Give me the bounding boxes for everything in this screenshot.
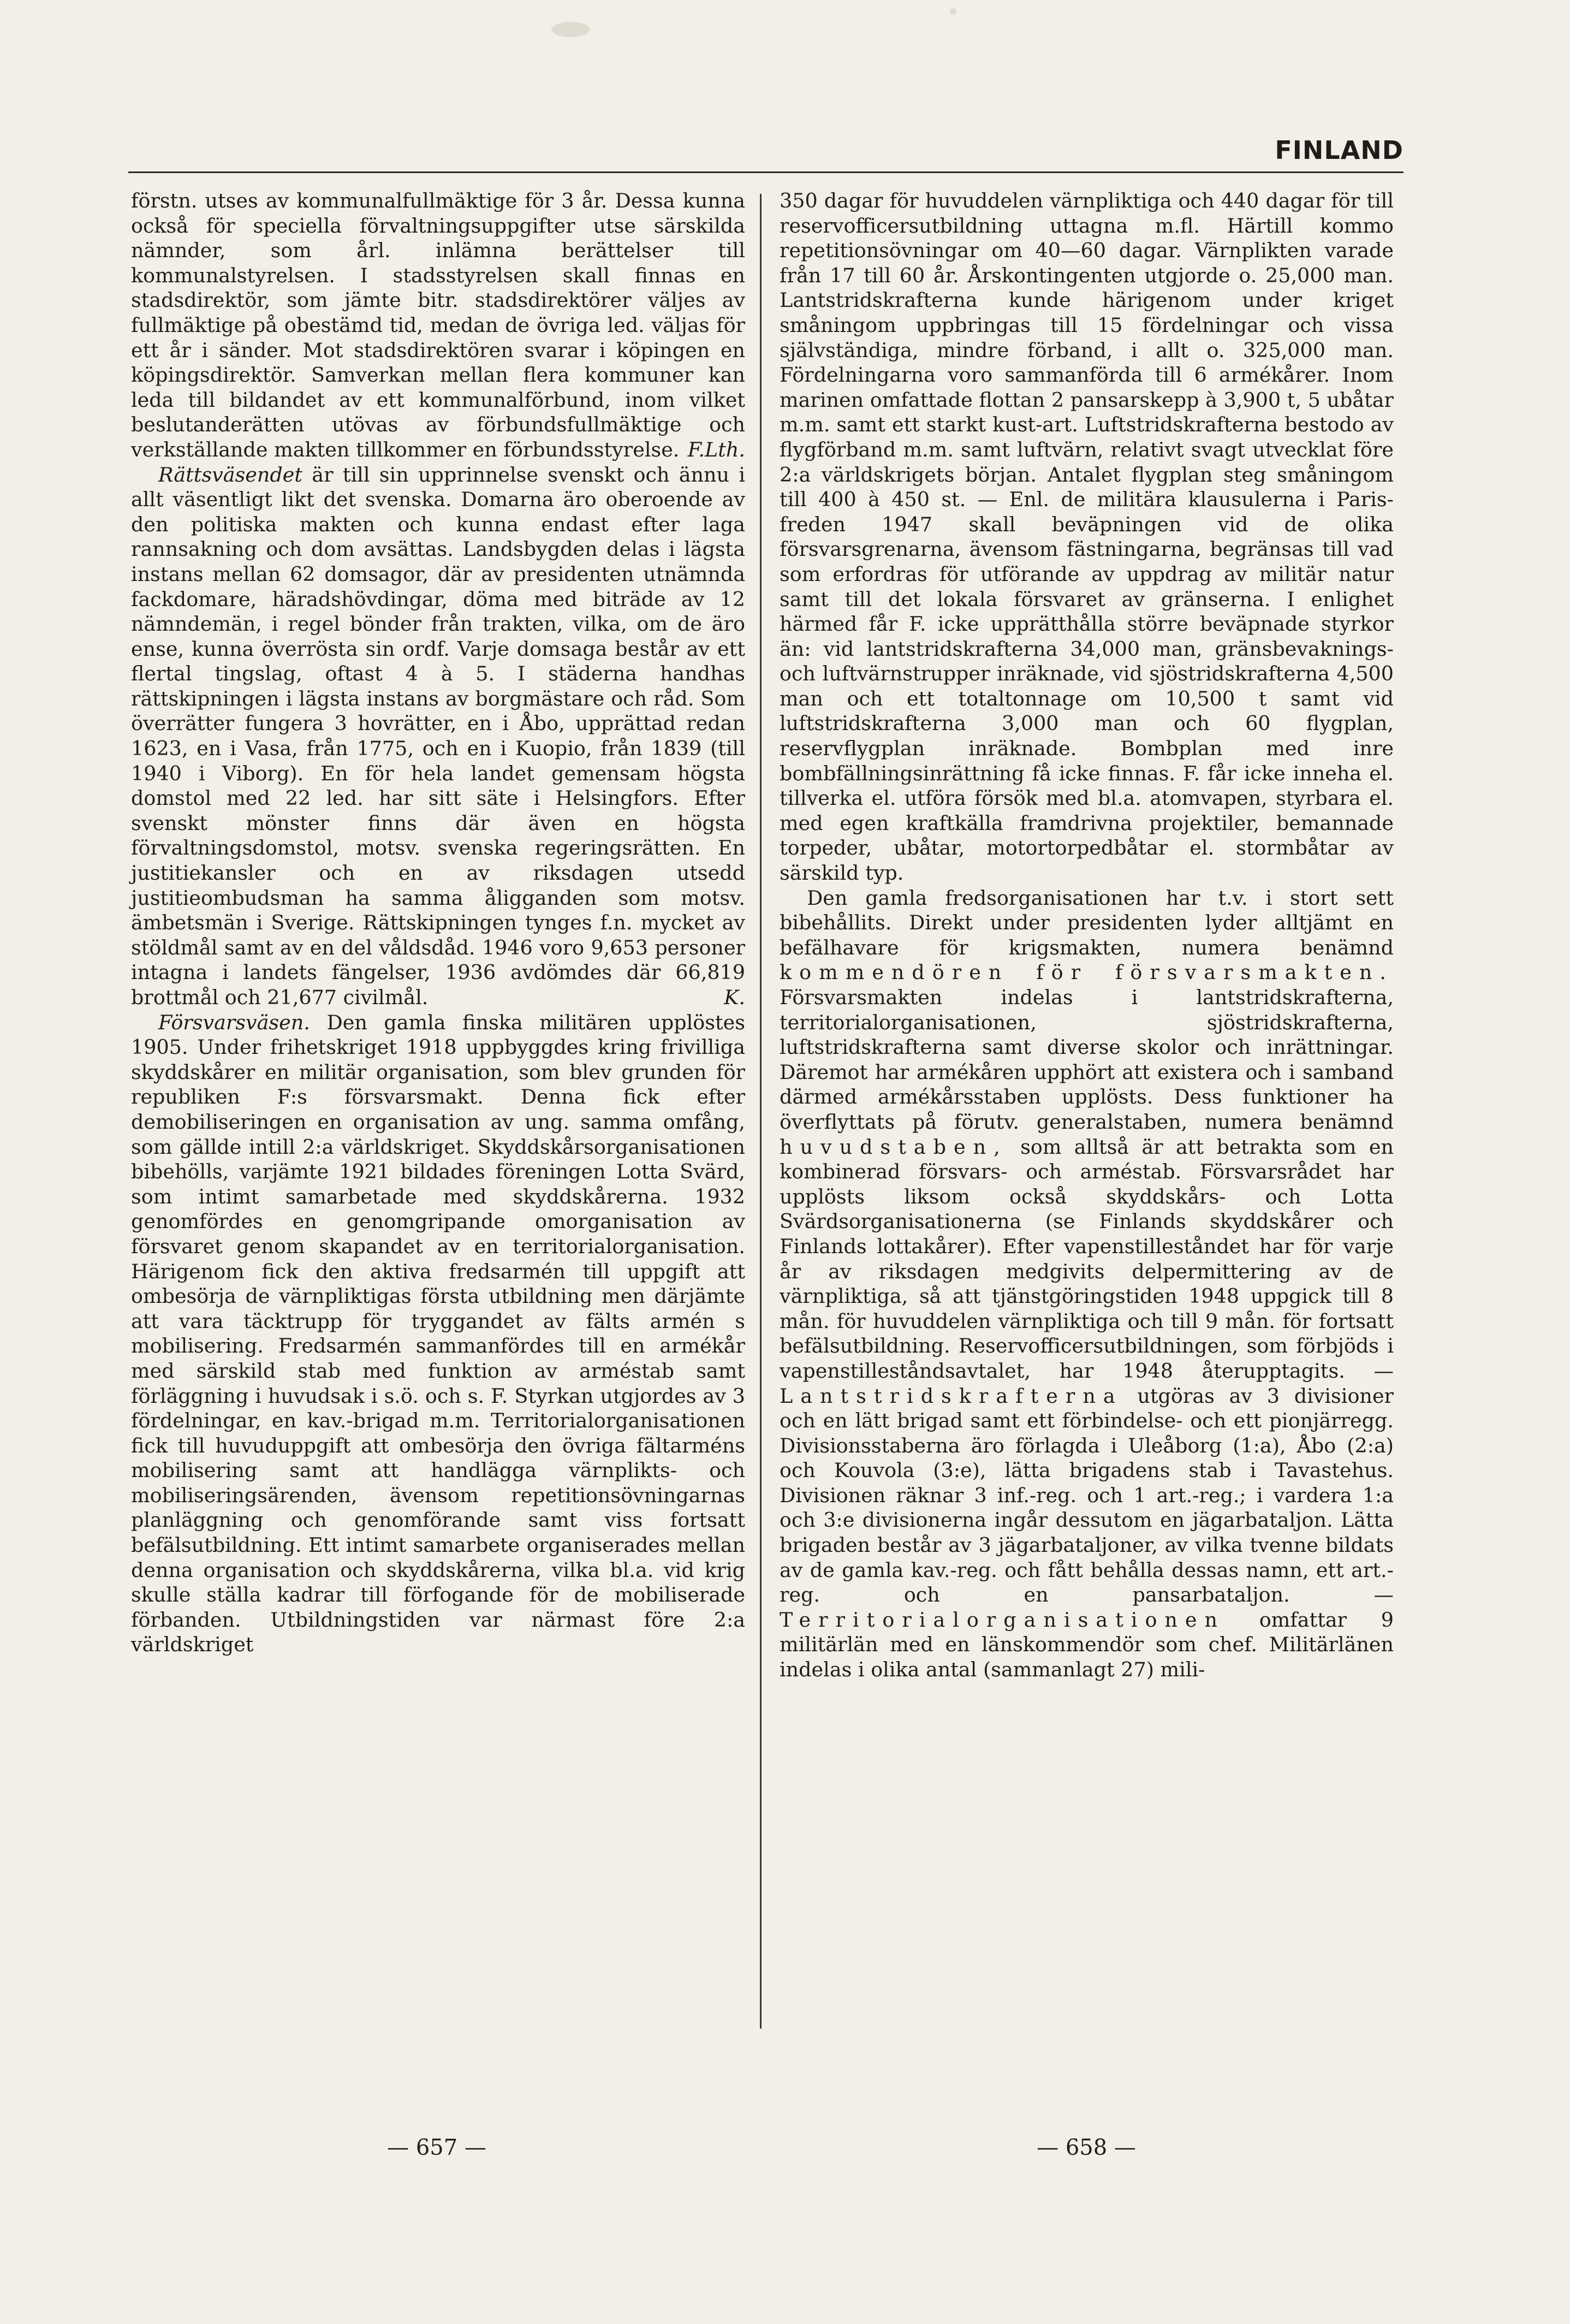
paragraph-text: förstn. utses av kommunalfullmäktige för 3 år. Dessa kunna också för speciella förvaltningsuppgifter utse särskilda nämnder, som årl. inlämna berättelser till kommunalstyrelsen. I stadsstyrelsen skall finnas en stadsdirektör, som jämte bitr. stadsdirektörer väljes av fullmäktige på obestämd tid, medan de övriga led. väljas för ett år i sänder. Mot stadsdirektören svarar i köpingen en köpingsdirektör. Samverkan mellan flera kommuner kan leda till bildandet av ett kommunalförbund, inom vilket beslutanderätten utövas av förbundsfullmäktige och verkställande makten tillkommer en förbundsstyrelse. [131, 189, 745, 461]
paragraph-text: Försvarsmakten indelas i lantstridskrafterna, territorialorganisationen, sjöstridskrafterna, luftstridskrafterna samt diverse skolor och inrättningar. Däremot har armékåren upphört att existera och i samband därmed armékårsstaben upplösts. Dess funktioner ha överflyttats på förutv. generalstaben, numera benämnd [780, 986, 1394, 1134]
paragraph-text: som alltså är att betrakta som en kombinerad försvars- och arméstab. Försvarsrådet har upplösts liksom också skyddskårs- och Lotta Svärdsorganisationerna (se Finlands skyddskårer och Finlands lottakårer). Efter vapenstilleståndet har för varje år av riksdagen medgivits delpermittering av de värnpliktiga, så att tjänstgöringstiden 1948 uppgick till 8 mån. för huvuddelen värnpliktiga och till 9 mån. för fortsatt befälsutbildning. Reservofficersutbildningen, som förbjöds i vapenstilleståndsavtalet, har 1948 återupptagits. — [780, 1135, 1394, 1383]
spaced-term: huvudstaben, [780, 1135, 1008, 1159]
spaced-term: kommendören för försvarsmakten. [780, 961, 1394, 985]
right-column [780, 188, 1394, 1682]
paper-speck [950, 8, 956, 15]
column-divider [760, 194, 762, 2029]
paragraph-kommun [131, 188, 745, 463]
paragraph-fredsorganisation [780, 886, 1394, 1682]
paragraph-text: omfattar 9 militärlän med en länskommendör som chef. Militärlänen indelas i olika antal (sammanlagt 27) mili- [780, 1608, 1394, 1682]
paragraph-text: utgöras av 3 divisioner och en lätt brigad samt ett förbindelse- och ett pionjärregg. Divisionsstaberna äro förlagda i Uleåborg (1:a), Åbo (2:a) och Kouvola (3:e), lätta brigadens stab i Tavastehus. Divisionen räknar 3 inf.-reg. och 1 art.-reg.; i vardera 1:a och 3:e divisionerna ingår dessutom en jägarbataljon. Lätta brigaden består av 3 jägarbataljoner, av vilka tvenne bildats av de gamla kav.-reg. och fått behålla dessas namn, ett art.-reg. och en pansarbataljon. — [780, 1384, 1394, 1607]
section-heading: Rättsväsendet [158, 463, 303, 487]
running-header: FINLAND [1275, 135, 1404, 165]
paragraph-rattsvasendet [131, 463, 745, 1010]
left-column [131, 188, 745, 1657]
spaced-term: Territorialorganisationen [780, 1608, 1226, 1632]
author-signature: K. [724, 986, 745, 1009]
paragraph-text: är till sin upprinnelse svenskt och ännu i allt väsentligt likt det svenska. Domarna äro oberoende av den politiska makten och kunna endast efter laga rannsakning och dom avsättas. Landsbygden delas i lägsta instans mellan 62 domsagor, där av presidenten utnämnda fackdomare, häradshövdingar, döma med biträde av 12 nämndemän, i regel bönder från trakten, vilka, om de äro ense, kunna överrösta sin ordf. Varje domsaga består av ett flertal tingslag, oftast 4 à 5. I städerna handhas rättskipningen i lägsta instans av borgmästare och råd. Som överrätter fungera 3 hovrätter, en i Åbo, upprättad redan 1623, en i Vasa, från 1775, och en i Kuopio, från 1839 (till 1940 i Viborg). En för hela landet gemensam högsta domstol med 22 led. har sitt säte i Helsingfors. Efter svenskt mönster finns där även en högsta förvaltningsdomstol, motsv. svenska regeringsrätten. En justitiekansler och en av riksdagen utsedd justitieombudsman ha samma åligganden som motsv. ämbetsmän i Sverige. Rättskipningen tynges f.n. mycket av stöldmål samt av en del våldsdåd. 1946 voro 9,653 personer intagna i landets fängelser, 1936 avdömdes där 66,819 brottmål och 21,677 civilmål. [131, 463, 745, 1009]
paragraph-text: Den gamla fredsorganisationen har t.v. i stort sett bibehållits. Direkt under presidenten lyder alltjämt en befälhavare för krigsmakten, numera benämnd [780, 886, 1394, 959]
paragraph-varnplikt [780, 188, 1394, 886]
paragraph-forsvarsvasen [131, 1010, 745, 1657]
section-heading: Försvarsväsen. [158, 1010, 310, 1034]
author-signature: F.Lth. [687, 437, 745, 461]
page-number-right: — 658 — [1037, 2135, 1136, 2160]
spaced-term: Lantstridskrafterna [780, 1384, 1123, 1408]
page-number-left: — 657 — [387, 2135, 486, 2160]
header-rule [128, 171, 1404, 173]
paragraph-text: Den gamla finska militären upplöstes 1905. Under frihetskriget 1918 uppbyggdes kring frivilliga skyddskårer en militär organisation, som blev grunden för republiken F:s försvarsmakt. Denna fick efter demobiliseringen en organisation av ung. samma omfång, som gällde intill 2:a världskriget. Skyddskårsorganisationen bibehölls, varjämte 1921 bildades föreningen Lotta Svärd, som intimt samarbetade med skyddskårerna. 1932 genomfördes en genomgripande omorganisation av försvaret genom skapandet av en territorialorganisation. Härigenom fick den aktiva fredsarmén till uppgift att ombesörja de värnpliktigas första utbildning men därjämte att vara täcktrupp för tryggandet av fälts armén s mobilisering. Fredsarmén sammanfördes till en armékår med särskild stab med funktion av arméstab samt förläggning i huvudsak i s.ö. och s. F. Styrkan utgjordes av 3 fördelningar, en kav.-brigad m.m. Territorialorganisationen fick till huvuduppgift att ombesörja den övriga fältarméns mobilisering samt att handlägga värnplikts- och mobiliseringsärenden, ävensom repetitionsövningarnas planläggning och genomförande samt viss fortsatt befälsutbildning. Ett intimt samarbete organiserades mellan denna organisation och skyddskårerna, vilka bl.a. vid krig skulle ställa kadrar till förfogande för de mobiliserade förbanden. Utbildningstiden var närmast före 2:a världskriget [131, 1010, 745, 1657]
paper-stain [551, 22, 590, 37]
paragraph-text: 350 dagar för huvuddelen värnpliktiga och 440 dagar för till reservofficersutbildning uttagna m.fl. Härtill kommo repetitionsövningar om 40—60 dagar. Värnplikten varade från 17 till 60 år. Årskontingenten utgjorde o. 25,000 man. Lantstridskrafterna kunde härigenom under kriget småningom uppbringas till 15 fördelningar och vissa självständiga, mindre förband, i allt o. 325,000 man. Fördelningarna voro sammanförda till 6 armékårer. Inom marinen omfattade flottan 2 pansarskepp à 3,900 t, 5 ubåtar m.m. samt ett starkt kust-art. Luftstridskrafterna bestodo av flygförband m.m. samt luftvärn, relativt svagt utvecklat före 2:a världskrigets början. Antalet flygplan steg småningom till 400 à 450 st. — Enl. de militära klausulerna i Paris-freden 1947 skall beväpningen vid de olika försvarsgrenarna, ävensom fästningarna, begränsas till vad som erfordras för utförande av uppdrag av militär natur samt till det lokala försvaret av gränserna. I enlighet härmed får F. icke upprätthålla större beväpnade styrkor än: vid lantstridskrafterna 34,000 man, gränsbevaknings- och luftvärnstrupper inräknade, vid sjöstridskrafterna 4,500 man och ett totaltonnage om 10,500 t samt vid luftstridskrafterna 3,000 man och 60 flygplan, reservflygplan inräknade. Bombplan med inre bombfällningsinrättning få icke finnas. F. får icke inneha el. tillverka el. utföra försök med bl.a. atomvapen, styrbara el. med egen kraftkälla framdrivna projektiler, bemannade torpeder, ubåtar, motortorpedbåtar el. stormbåtar av särskild typ. [780, 189, 1394, 885]
